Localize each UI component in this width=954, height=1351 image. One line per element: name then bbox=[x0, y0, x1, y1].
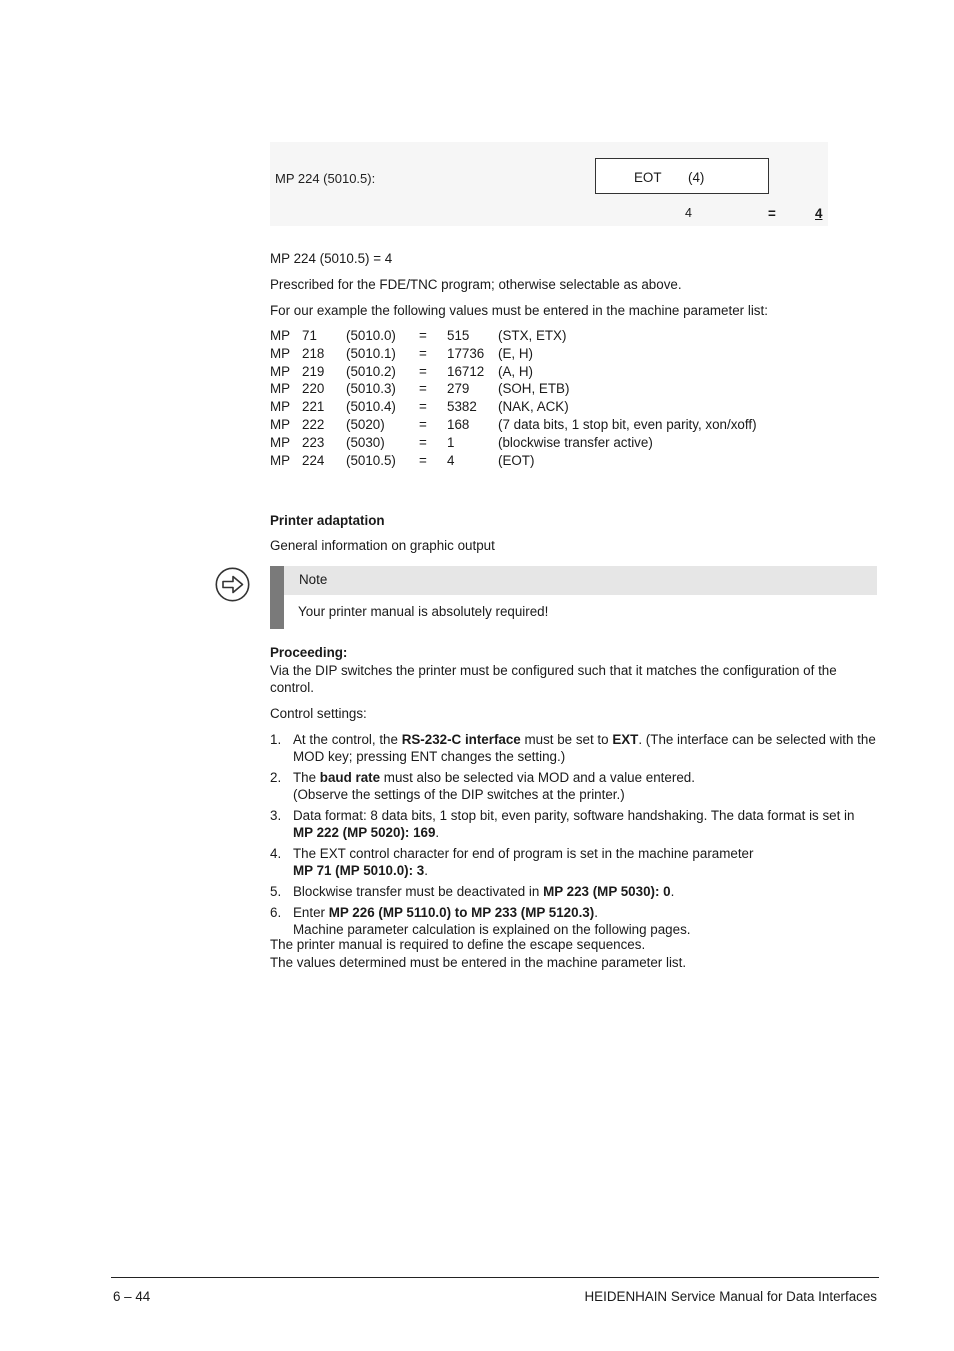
parameter-figure bbox=[270, 142, 828, 226]
proceeding-heading: Proceeding: bbox=[270, 645, 348, 660]
page-number: 6 – 44 bbox=[113, 1289, 151, 1304]
figure-label: MP 224 (5010.5): bbox=[275, 171, 376, 186]
table-cell-num: 218 bbox=[302, 345, 325, 361]
table-cell-eq: = bbox=[419, 328, 427, 343]
table-cell-eq: = bbox=[419, 416, 427, 432]
printer-adaptation-heading: Printer adaptation bbox=[270, 513, 385, 528]
intro-line-2: Prescribed for the FDE/TNC program; otherwise selectable as above. bbox=[270, 277, 682, 292]
table-cell-value: 279 bbox=[447, 381, 470, 397]
closing-line-1: The printer manual is required to define the escape sequences. bbox=[270, 937, 646, 952]
table-cell-value: 515 bbox=[447, 328, 470, 343]
table-cell-desc: (E, H) bbox=[498, 345, 533, 361]
manual-title: HEIDENHAIN Service Manual for Data Interfaces bbox=[584, 1289, 877, 1304]
table-row bbox=[270, 452, 757, 470]
table-cell-desc: (7 data bits, 1 stop bit, even parity, xon/xoff) bbox=[498, 416, 757, 432]
list-item: 3. Data format: 8 data bits, 1 stop bit, even parity, software handshaking. The data format is set in MP 222 (MP 5020): 169. bbox=[270, 808, 855, 840]
figure-result: 4 bbox=[815, 206, 823, 221]
intro-line-1: MP 224 (5010.5) = 4 bbox=[270, 251, 393, 266]
table-cell-eq: = bbox=[419, 399, 427, 415]
machine-parameter-table bbox=[270, 327, 757, 469]
table-cell-desc: (A, H) bbox=[498, 363, 533, 379]
table-cell-mp: MP bbox=[270, 345, 291, 361]
table-cell-num: 219 bbox=[302, 363, 325, 379]
table-cell-eq: = bbox=[419, 363, 427, 379]
table-cell-code: (5020) bbox=[346, 416, 385, 432]
table-cell-value: 5382 bbox=[447, 399, 477, 415]
figure-box-name: EOT bbox=[634, 170, 662, 185]
table-cell-mp: MP bbox=[270, 328, 291, 343]
list-item: 6. Enter MP 226 (MP 5110.0) to MP 233 (MP 5120.3). Machine parameter calculation is explained on the following pages. bbox=[270, 905, 691, 937]
table-cell-desc: (STX, ETX) bbox=[498, 328, 567, 343]
table-cell-desc: (blockwise transfer active) bbox=[498, 434, 653, 450]
table-cell-code: (5010.5) bbox=[346, 452, 396, 468]
table-row bbox=[270, 363, 757, 381]
table-cell-num: 223 bbox=[302, 434, 325, 450]
closing-line-2: The values determined must be entered in the machine parameter list. bbox=[270, 955, 687, 970]
table-row bbox=[270, 380, 757, 398]
proceeding-text: Via the DIP switches the printer must be configured such that it matches the configuration of the control. bbox=[270, 663, 837, 695]
table-cell-desc: (NAK, ACK) bbox=[498, 399, 569, 415]
figure-box-value: (4) bbox=[688, 170, 705, 185]
steps-list bbox=[270, 731, 878, 942]
footer-rule bbox=[111, 1277, 879, 1278]
list-item: 1. At the control, the RS-232-C interface must be set to EXT. (The interface can be selected with the MOD key; pressing ENT changes the setting.) bbox=[270, 732, 876, 764]
table-cell-mp: MP bbox=[270, 416, 291, 432]
table-cell-eq: = bbox=[419, 452, 427, 468]
note-text: Your printer manual is absolutely required! bbox=[298, 604, 549, 619]
table-cell-num: 224 bbox=[302, 452, 325, 468]
table-cell-num: 221 bbox=[302, 399, 325, 415]
table-cell-mp: MP bbox=[270, 434, 291, 450]
table-cell-num: 220 bbox=[302, 381, 325, 397]
table-row bbox=[270, 398, 757, 416]
table-cell-mp: MP bbox=[270, 399, 291, 415]
figure-value-box bbox=[595, 158, 769, 194]
table-cell-num: 71 bbox=[302, 328, 317, 343]
table-cell-value: 1 bbox=[447, 434, 455, 450]
table-cell-eq: = bbox=[419, 345, 427, 361]
arrow-right-circle-icon bbox=[215, 567, 250, 602]
table-cell-code: (5030) bbox=[346, 434, 385, 450]
table-cell-value: 168 bbox=[447, 416, 470, 432]
table-cell-num: 222 bbox=[302, 416, 325, 432]
note-side-bar bbox=[270, 566, 284, 629]
table-cell-eq: = bbox=[419, 381, 427, 397]
table-cell-code: (5010.1) bbox=[346, 345, 396, 361]
control-settings-label: Control settings: bbox=[270, 706, 367, 721]
table-cell-value: 4 bbox=[447, 452, 455, 468]
intro-line-3: For our example the following values must be entered in the machine parameter list: bbox=[270, 303, 768, 318]
table-cell-value: 17736 bbox=[447, 345, 485, 361]
table-cell-desc: (EOT) bbox=[498, 452, 535, 468]
figure-equals: = bbox=[768, 206, 776, 221]
table-cell-code: (5010.3) bbox=[346, 381, 396, 397]
table-cell-eq: = bbox=[419, 434, 427, 450]
list-item: 2. The baud rate must also be selected via MOD and a value entered. (Observe the settings of the DIP switches at the printer.) bbox=[270, 770, 695, 802]
note-header bbox=[284, 566, 877, 595]
list-item: 5. Blockwise transfer must be deactivated in MP 223 (MP 5030): 0. bbox=[270, 884, 675, 899]
table-cell-code: (5010.4) bbox=[346, 399, 396, 415]
table-cell-mp: MP bbox=[270, 452, 291, 468]
table-cell-code: (5010.2) bbox=[346, 363, 396, 379]
table-cell-desc: (SOH, ETB) bbox=[498, 381, 570, 397]
table-cell-mp: MP bbox=[270, 363, 291, 379]
table-row bbox=[270, 345, 757, 363]
note-title: Note bbox=[299, 572, 328, 587]
table-cell-value: 16712 bbox=[447, 363, 485, 379]
table-row bbox=[270, 416, 757, 434]
figure-number: 4 bbox=[685, 206, 692, 220]
table-cell-mp: MP bbox=[270, 381, 291, 397]
table-row bbox=[270, 434, 757, 452]
table-cell-code: (5010.0) bbox=[346, 328, 396, 343]
printer-adaptation-subtext: General information on graphic output bbox=[270, 538, 495, 553]
table-row bbox=[270, 327, 757, 345]
list-item: 4. The EXT control character for end of program is set in the machine parameter MP 71 (MP 5010.0): 3. bbox=[270, 846, 754, 878]
